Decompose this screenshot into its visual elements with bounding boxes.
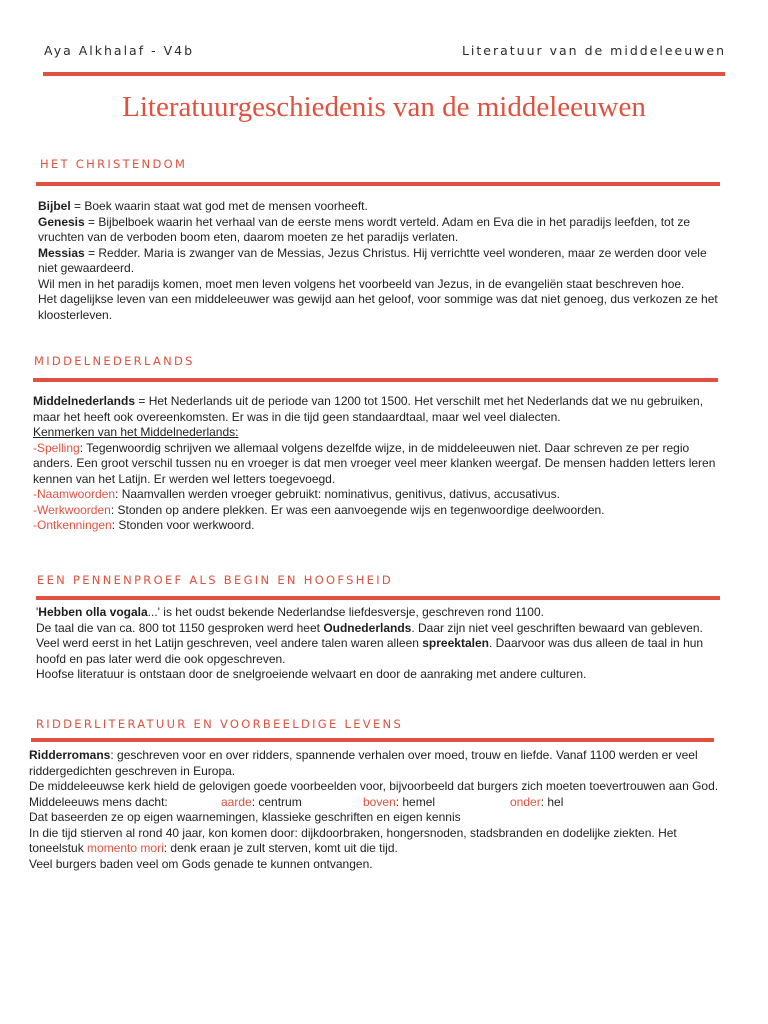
kenmerk-ontkenningen — [33, 518, 725, 534]
section-body-christendom — [38, 199, 728, 323]
definition-messias — [38, 246, 728, 277]
term-middelnederlands: Middelnederlands — [33, 394, 136, 408]
paragraph-sterven — [29, 826, 725, 857]
text-segment: . Daar zijn niet veel geschriften bewaard van gebleven. Veel werd eerst in het Latijn geschreven, veel andere talen waren alleen — [36, 620, 703, 650]
section-body-pennenproef — [36, 605, 724, 683]
section-heading-ridder: RIDDERLITERATUUR EN VOORBEELDIGE LEVENS — [36, 717, 404, 731]
definition-text: = Boek waarin staat wat god met de mensen voorheeft. — [70, 199, 368, 213]
wereldbeeld-onder — [510, 795, 563, 811]
label-boven: boven — [363, 794, 396, 809]
value-boven: : hemel — [395, 794, 436, 809]
term-messias: Messias — [38, 245, 85, 260]
paragraph-kerk: De middeleeuwse kerk hield de gelovigen goede voorbeelden voor, bijvoorbeeld dat burgers zich moeten toevertrouwen aan God. — [29, 779, 719, 793]
section-body-middelnederlands — [33, 394, 725, 534]
kenmerk-text: : Stonden voor werkwoord. — [111, 518, 255, 532]
term-bijbel: Bijbel — [38, 199, 71, 213]
page-title: Literatuurgeschiedenis van de middeleeuwen — [122, 91, 646, 123]
definition-text: = Het Nederlands uit de periode van 1200 tot 1500. Het verschilt met het Nederlands dat we nu gebruiken, maar het heeft ook overeenkomsten. Er was in die tijd geen standaardtaal, maar wel veel dialecten. — [33, 394, 704, 424]
definition-ridderromans — [29, 748, 725, 779]
kenmerk-spelling — [33, 441, 725, 488]
definition-bijbel — [38, 199, 728, 215]
definition-text: = Redder. Maria is zwanger van de Messias, Jezus Christus. Hij verrichtte veel wonderen, maar ze werden door vele niet gewaardeerd. — [38, 245, 707, 275]
text-segment: In die tijd stierven al rond 40 jaar, kon komen door: dijkdoorbraken, hongersnoden, stadsbranden en dodelijke ziekten. Het toneelstuk — [29, 825, 677, 855]
value-onder: : hel — [540, 794, 564, 809]
text-segment: : denk eraan je zult sterven, komt uit die tijd. — [163, 841, 398, 855]
kenmerk-naamwoorden — [33, 487, 725, 503]
value-aarde: : centrum — [251, 794, 302, 809]
term-genesis: Genesis — [38, 214, 85, 229]
term-ridderromans: Ridderromans — [29, 748, 111, 762]
paragraph-paradijs: Wil men in het paradijs komen, moet men leven volgens het voorbeeld van Jezus, in de evangeliën staat beschreven hoe. — [38, 276, 685, 291]
paragraph-vogala — [36, 605, 724, 621]
label-aarde: aarde — [221, 794, 252, 809]
header-divider — [43, 72, 725, 76]
paragraph-genade: Veel burgers baden veel om Gods genade te kunnen ontvangen. — [29, 856, 373, 871]
quote-bold: Hebben olla vogala — [38, 605, 148, 619]
author-label: Aya Alkhalaf - V4b — [44, 43, 195, 58]
section-body-ridder — [29, 748, 725, 872]
kenmerk-label: -Spelling — [33, 440, 80, 455]
wereldbeeld-intro: Middeleeuws mens dacht: — [29, 794, 168, 809]
wereldbeeld-boven — [363, 795, 510, 811]
section-divider-christendom — [36, 182, 720, 186]
kenmerk-label: -Naamwoorden — [33, 487, 116, 501]
kenmerk-text: : Stonden op andere plekken. Er was een aanvoegende wijs en tegenwoordige deelwoorden. — [110, 502, 605, 517]
section-heading-pennenproef: EEN PENNENPROEF ALS BEGIN EN HOOFSHEID — [37, 573, 394, 587]
paragraph-waarnemingen: Dat baseerden ze op eigen waarnemingen, klassieke geschriften en eigen kennis — [29, 810, 461, 824]
definition-text: : geschreven voor en over ridders, spannende verhalen over moed, trouw en liefde. Vanaf 1100 werden er veel riddergedichten geschreven in Europa. — [29, 748, 698, 778]
kenmerk-label: -Werkwoorden — [33, 502, 111, 517]
term-spreektalen: spreektalen — [422, 636, 489, 650]
term-oudnederlands: Oudnederlands — [323, 620, 412, 635]
kenmerk-text: : Naamvallen werden vroeger gebruikt: nominativus, genitivus, dativus, accusativus. — [115, 487, 560, 501]
paragraph-hoofse: Hoofse literatuur is ontstaan door de snelgroeiende welvaart en door de aanraking met andere culturen. — [36, 667, 587, 681]
section-divider-ridder — [31, 738, 714, 742]
term-momento-mori: momento mori — [87, 841, 164, 855]
kenmerk-text: : Tegenwoordig schrijven we allemaal volgens dezelfde wijze, in de middeleeuwen niet. Daar schreven ze per regio anders. Een groot verschil tussen nu en vroeger is dat men vroeger veel meer klanken weergaf. De mensen hadden letters leren kennen van het Latijn. Er werden wel letters toegevoegd. — [33, 440, 716, 486]
section-heading-christendom: HET CHRISTENDOM — [40, 157, 188, 171]
quote-text: ...' is het oudst bekende Nederlandse liefdesversje, geschreven rond 1100. — [147, 605, 544, 619]
kenmerk-label: -Ontkenningen — [33, 518, 112, 532]
section-heading-middelnederlands: MIDDELNEDERLANDS — [34, 354, 195, 368]
definition-text: = Bijbelboek waarin het verhaal van de eerste mens wordt verteld. Adam en Eva die in het paradijs leefden, tot ze vruchten van de verboden boom eten, daarom moeten ze het paradijs verlaten. — [38, 214, 691, 244]
kenmerken-heading: Kenmerken van het Middelnederlands: — [33, 425, 239, 439]
subject-label: Literatuur van de middeleeuwen — [461, 43, 726, 58]
label-onder: onder — [510, 794, 541, 809]
wereldbeeld-row — [29, 795, 725, 811]
section-divider-middelnederlands — [33, 378, 718, 382]
section-divider-pennenproef — [36, 596, 720, 600]
text-segment: . Daarvoor was dus alleen de taal in hun hoofd en pas later werd die ook opgeschreven. — [36, 636, 704, 666]
paragraph-oudnederlands — [36, 621, 724, 668]
definition-middelnederlands — [33, 394, 725, 425]
kenmerk-werkwoorden — [33, 503, 725, 519]
paragraph-dagelijks: Het dagelijkse leven van een middeleeuwer was gewijd aan het geloof, voor sommige was dat niet genoeg, dus verkozen ze het kloosterleven. — [38, 292, 718, 322]
definition-genesis — [38, 215, 728, 246]
text-segment: De taal die van ca. 800 tot 1150 gesproken werd heet — [36, 620, 324, 635]
quote-mark: ' — [36, 605, 39, 619]
wereldbeeld-aarde — [221, 795, 363, 811]
